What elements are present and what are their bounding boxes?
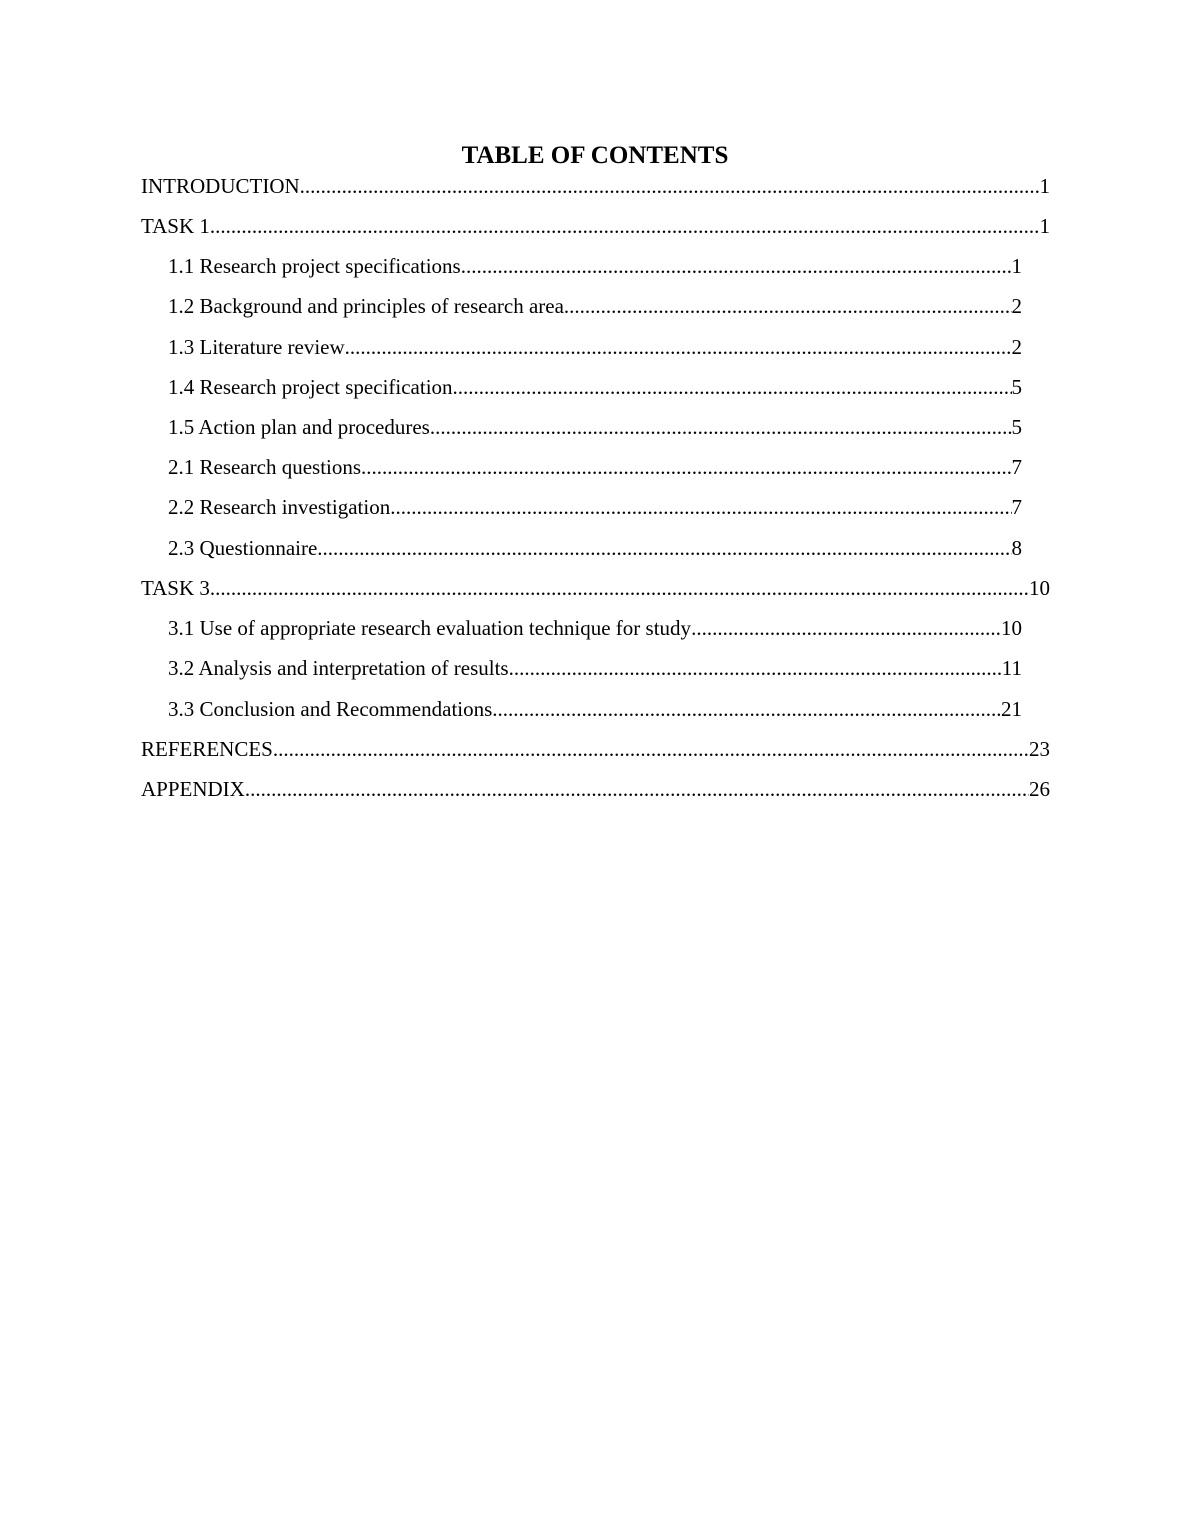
toc-page-number: 10 bbox=[1001, 616, 1022, 640]
toc-dot-leader bbox=[509, 653, 1002, 683]
toc-entry-label: 2.3 Questionnaire bbox=[168, 536, 318, 560]
toc-entry-label: 3.1 Use of appropriate research evaluation technique for study bbox=[168, 616, 692, 640]
toc-dot-leader bbox=[245, 774, 1029, 804]
toc-page-number: 21 bbox=[1001, 697, 1022, 721]
toc-dot-leader bbox=[317, 533, 1011, 563]
toc-dot-leader bbox=[461, 251, 1012, 281]
toc-page-number: 11 bbox=[1001, 656, 1022, 680]
toc-entry-3-3[interactable] bbox=[168, 694, 1022, 724]
toc-page-number: 1 bbox=[1011, 254, 1022, 278]
toc-dot-leader bbox=[210, 211, 1040, 241]
toc-entry-label: TASK 1 bbox=[141, 214, 210, 238]
toc-entry-label: 1.1 Research project specifications bbox=[168, 254, 461, 278]
toc-entry-label: TASK 3 bbox=[141, 576, 210, 600]
toc-entry-2-3[interactable] bbox=[168, 533, 1022, 563]
toc-dot-leader bbox=[210, 573, 1029, 603]
toc-entry-1-1[interactable] bbox=[168, 251, 1022, 281]
toc-entry-3-2[interactable] bbox=[168, 653, 1022, 683]
toc-entry-label: 1.5 Action plan and procedures bbox=[168, 415, 430, 439]
toc-dot-leader bbox=[453, 372, 1012, 402]
toc-entry-label: 2.2 Research investigation bbox=[168, 495, 391, 519]
toc-entry-label: 1.3 Literature review bbox=[168, 335, 345, 359]
toc-entry-label: 1.2 Background and principles of research area bbox=[168, 294, 564, 318]
toc-entry-label: APPENDIX bbox=[141, 777, 245, 801]
toc-dot-leader bbox=[300, 171, 1040, 201]
toc-entry-1-2[interactable] bbox=[168, 291, 1022, 321]
toc-entry-3-1[interactable] bbox=[168, 613, 1022, 643]
toc-dot-leader bbox=[390, 492, 1011, 522]
toc-page-number: 1 bbox=[1039, 174, 1050, 198]
toc-dot-leader bbox=[691, 613, 1001, 643]
toc-entry-introduction[interactable] bbox=[141, 171, 1050, 201]
toc-entry-1-5[interactable] bbox=[168, 412, 1022, 442]
toc-title: TABLE OF CONTENTS bbox=[461, 142, 729, 169]
toc-dot-leader bbox=[430, 412, 1012, 442]
toc-page-number: 26 bbox=[1029, 777, 1050, 801]
toc-page-number: 5 bbox=[1011, 415, 1022, 439]
toc-entry-references[interactable] bbox=[141, 734, 1050, 764]
toc-entry-task-3[interactable] bbox=[141, 573, 1050, 603]
toc-page-number: 23 bbox=[1029, 737, 1050, 761]
toc-entry-label: 3.2 Analysis and interpretation of results bbox=[168, 656, 509, 680]
toc-entry-2-2[interactable] bbox=[168, 492, 1022, 522]
toc-dot-leader bbox=[492, 694, 1001, 724]
toc-page-number: 2 bbox=[1011, 335, 1022, 359]
toc-page-number: 7 bbox=[1011, 455, 1022, 479]
toc-entry-label: REFERENCES bbox=[141, 737, 273, 761]
toc-entry-2-1[interactable] bbox=[168, 452, 1022, 482]
toc-entry-label: 2.1 Research questions bbox=[168, 455, 362, 479]
toc-page-number: 8 bbox=[1011, 536, 1022, 560]
toc-entry-label: 3.3 Conclusion and Recommendations bbox=[168, 697, 493, 721]
toc-entry-label: 1.4 Research project specification bbox=[168, 375, 453, 399]
toc-entry-1-4[interactable] bbox=[168, 372, 1022, 402]
toc-entry-task-1[interactable] bbox=[141, 211, 1050, 241]
toc-dot-leader bbox=[361, 452, 1011, 482]
toc-page-number: 7 bbox=[1011, 495, 1022, 519]
toc-entry-1-3[interactable] bbox=[168, 332, 1022, 362]
toc-entry-appendix[interactable] bbox=[141, 774, 1050, 804]
toc-page-number: 5 bbox=[1011, 375, 1022, 399]
toc-dot-leader bbox=[273, 734, 1029, 764]
toc-entry-label: INTRODUCTION bbox=[141, 174, 300, 198]
toc-page-number: 1 bbox=[1039, 214, 1050, 238]
toc-page-number: 10 bbox=[1029, 576, 1050, 600]
toc-dot-leader bbox=[345, 332, 1012, 362]
toc-dot-leader bbox=[564, 291, 1012, 321]
toc-page-number: 2 bbox=[1011, 294, 1022, 318]
